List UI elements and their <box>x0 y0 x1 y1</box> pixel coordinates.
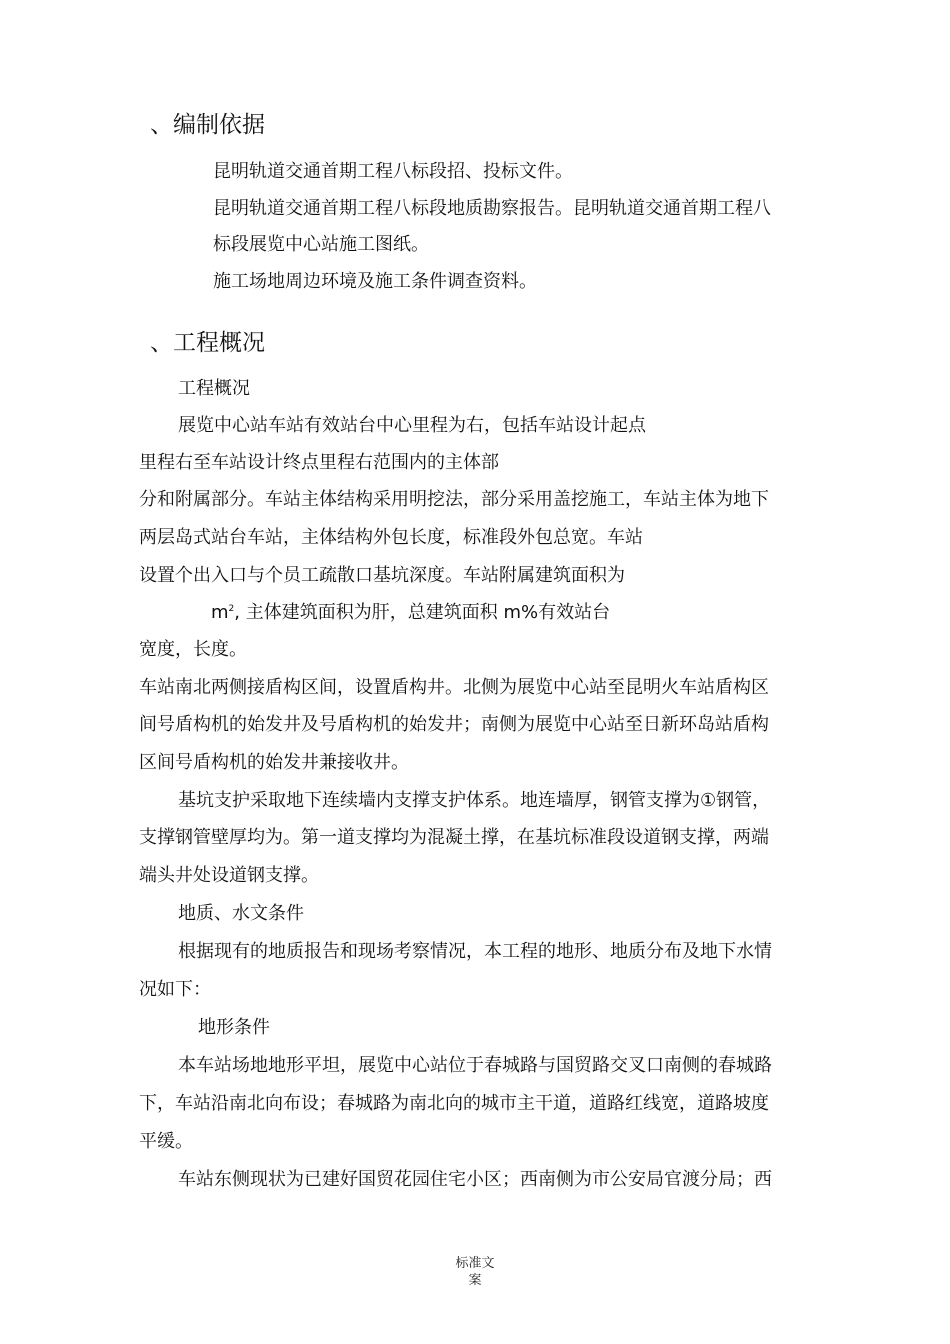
paragraph-line: 宽度，长度。 <box>139 639 247 660</box>
paragraph-line: 车站东侧现状为已建好国贸花园住宅小区；西南侧为市公安局官渡分局；西 <box>178 1169 772 1190</box>
basis-item-2: 昆明轨道交通首期工程八标段地质勘察报告。昆明轨道交通首期工程八 <box>213 198 771 219</box>
paragraph-line: 平缓。 <box>139 1131 193 1152</box>
paragraph-line: 本车站场地地形平坦，展览中心站位于春城路与国贸路交叉口南侧的春城路 <box>178 1055 772 1076</box>
paragraph-line: 基坑支护采取地下连续墙内支撑支护体系。地连墙厚，钢管支撑为①钢管， <box>178 790 771 811</box>
paragraph-line-area <box>211 601 610 625</box>
subheading-terrain: 地形条件 <box>198 1017 270 1038</box>
paragraph-line: 区间号盾构机的始发井兼接收井。 <box>139 752 409 773</box>
basis-item-2-cont: 标段展览中心站施工图纸。 <box>213 234 429 255</box>
section-heading-overview: 、工程概况 <box>150 330 265 356</box>
subheading-geology: 地质、水文条件 <box>178 903 304 924</box>
footer-label-line2: 案 <box>468 1273 482 1288</box>
paragraph-line: 分和附属部分。车站主体结构采用明挖法，部分采用盖挖施工，车站主体为地下 <box>139 489 769 510</box>
paragraph-line: 况如下： <box>139 979 211 1000</box>
paragraph-line: 两层岛式站台车站，主体结构外包长度，标准段外包总宽。车站 <box>139 527 643 548</box>
paragraph-line: 里程右至车站设计终点里程右范围内的主体部 <box>139 452 499 473</box>
paragraph-line: 下，车站沿南北向布设；春城路为南北向的城市主干道，道路红线宽，道路坡度 <box>139 1093 769 1114</box>
unit-superscript: 2 <box>228 604 235 614</box>
paragraph-line: 设置个出入口与个员工疏散口基坑深度。车站附属建筑面积为 <box>139 565 625 586</box>
unit-square-meter: m <box>211 602 229 623</box>
paragraph-line: 根据现有的地质报告和现场考察情况，本工程的地形、地质分布及地下水情 <box>178 941 772 962</box>
area-text: , 主体建筑面积为肝，总建筑面积 m%有效站台 <box>234 602 611 623</box>
paragraph-line: 端头井处设道钢支撑。 <box>139 865 319 886</box>
paragraph-line: 支撑钢管壁厚均为。第一道支撑均为混凝土撑，在基坑标准段设道钢支撑，两端 <box>139 827 769 848</box>
section-heading-basis: 、编制依据 <box>150 112 265 138</box>
paragraph-line: 间号盾构机的始发井及号盾构机的始发井；南侧为展览中心站至日新环岛站盾构 <box>139 714 769 735</box>
subheading-overview: 工程概况 <box>178 378 250 399</box>
footer-label-line1: 标准文 <box>455 1256 495 1271</box>
basis-item-1: 昆明轨道交通首期工程八标段招、投标文件。 <box>213 161 573 182</box>
paragraph-line: 车站南北两侧接盾构区间，设置盾构井。北侧为展览中心站至昆明火车站盾构区 <box>139 677 769 698</box>
basis-item-3: 施工场地周边环境及施工条件调查资料。 <box>213 271 537 292</box>
paragraph-line: 展览中心站车站有效站台中心里程为右，包括车站设计起点 <box>178 415 646 436</box>
